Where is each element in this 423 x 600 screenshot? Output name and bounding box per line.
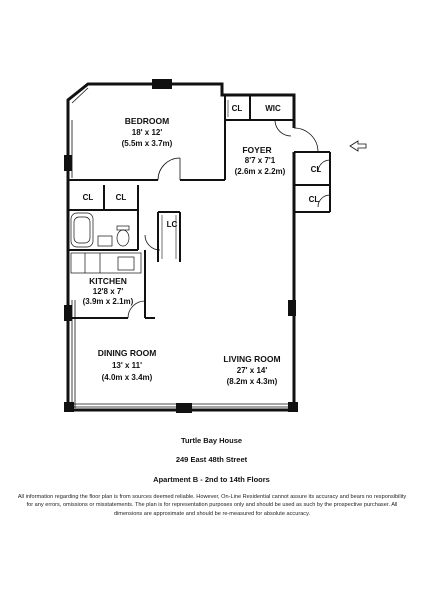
linen-closet-label: LC: [166, 220, 178, 229]
living-room-metric: (8.2m x 4.3m): [226, 377, 278, 386]
dining-room-metric: (4.0m x 3.4m): [101, 373, 153, 382]
kitchen-name: KITCHEN: [89, 276, 127, 286]
foyer-name: FOYER: [242, 145, 272, 155]
living-room-name: LIVING ROOM: [223, 354, 281, 364]
bedroom-metric: (5.5m x 3.7m): [121, 139, 173, 148]
kitchen-counters: [71, 253, 141, 273]
foyer-metric: (2.6m x 2.2m): [234, 167, 286, 176]
dining-room-imperial: 13' x 11': [111, 361, 143, 370]
living-room-imperial: 27' x 14': [236, 366, 268, 375]
closet-label-bath-left: CL: [82, 193, 94, 202]
bedroom-imperial: 18' x 12': [131, 128, 163, 137]
closet-label-foyer-lower: CL: [308, 195, 320, 204]
bathroom-fixtures: [71, 213, 129, 247]
closet-label-bath-right: CL: [115, 193, 127, 202]
closet-label-foyer-upper: CL: [310, 165, 322, 174]
kitchen-metric: (3.9m x 2.1m): [82, 297, 134, 306]
apartment-unit: Apartment B - 2nd to 14th Floors: [153, 475, 270, 484]
entry-arrow-icon: [350, 141, 366, 151]
wic-label: WIC: [265, 104, 281, 113]
dining-room-name: DINING ROOM: [97, 348, 157, 358]
kitchen-imperial: 12'8 x 7': [92, 287, 124, 296]
closet-label-bedroom: CL: [231, 104, 243, 113]
bedroom-name: BEDROOM: [124, 116, 170, 126]
foyer-imperial: 8'7 x 7'1: [244, 156, 276, 165]
building-address: 249 East 48th Street: [175, 455, 248, 464]
disclaimer-text: All information regarding the floor plan is from sources deemed reliable. However, On-Line Residential cannot assure its accuracy and bears no responsibility for any errors, omissions or misstatements. The plan is for representation purposes only and should be used as such by the prospective purchaser. All dimensions are approximate and should be re-measured for absolute accuracy.: [17, 494, 407, 517]
building-name: Turtle Bay House: [180, 436, 243, 445]
